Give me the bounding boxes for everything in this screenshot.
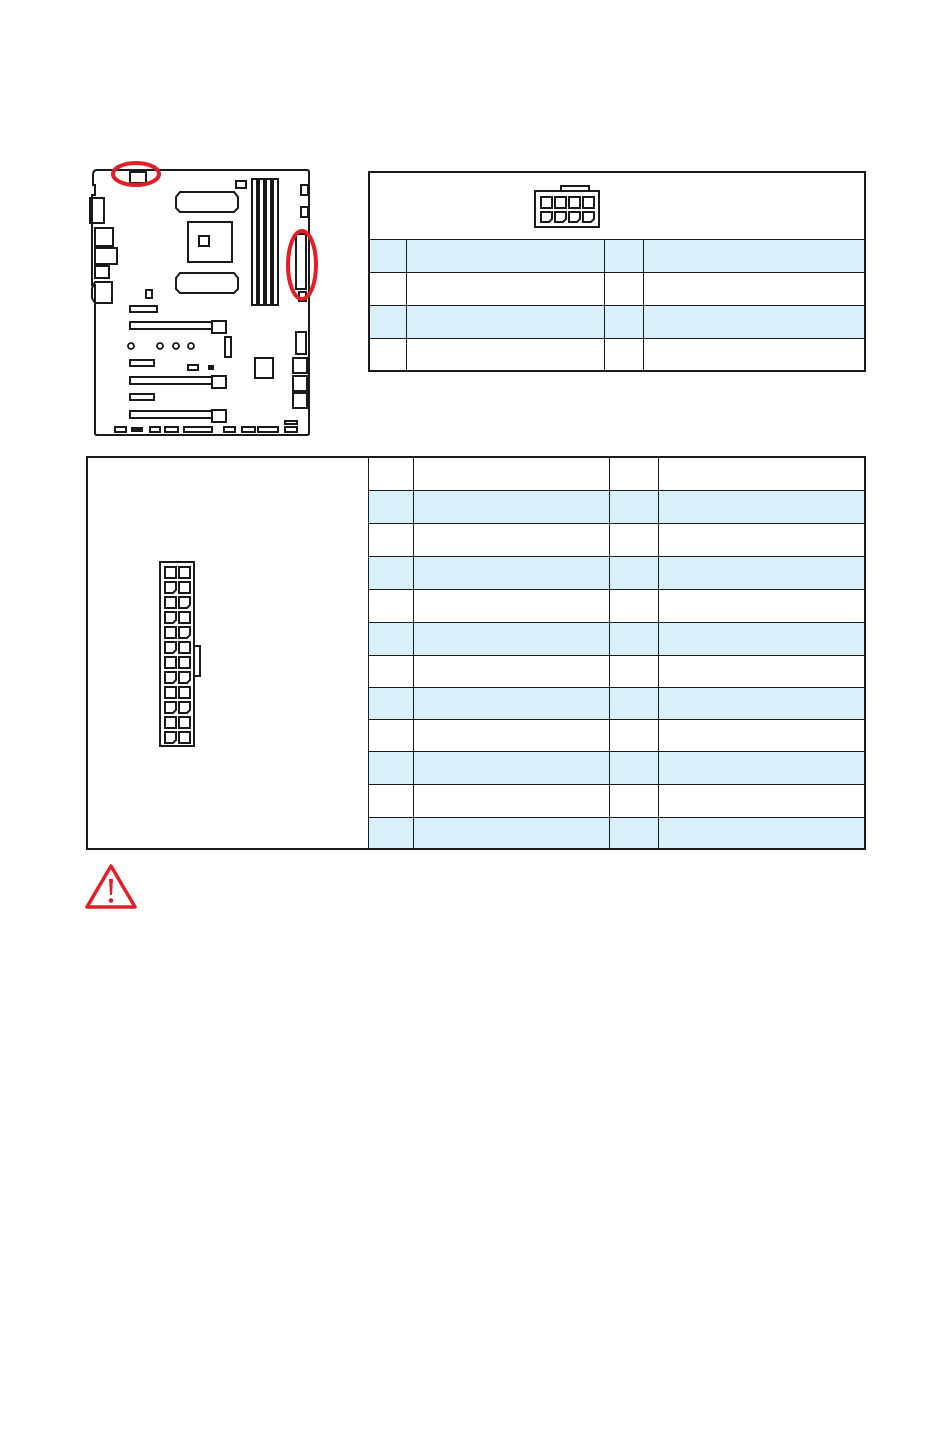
table-row [368,590,864,622]
warning-triangle-icon [84,862,138,912]
8-pin-connector-icon [533,183,603,229]
table-row [368,623,864,655]
table-row [370,339,864,370]
motherboard-layout-icon [78,152,318,442]
table-row [368,491,864,523]
24-pin-connector-icon [158,560,210,748]
table-row [370,240,864,272]
table-row [368,656,864,687]
table-row [368,557,864,589]
table-row [368,818,864,848]
table-row [368,752,864,784]
table-row [368,524,864,556]
table-row [368,688,864,719]
table-row [370,273,864,305]
table-row [368,458,864,490]
table-row [368,785,864,817]
atx-power-pin-table [86,456,866,850]
cpu-power-pin-table [368,171,866,372]
atx-pin-rows [368,458,864,848]
table-row [370,306,864,338]
table-row [368,720,864,751]
